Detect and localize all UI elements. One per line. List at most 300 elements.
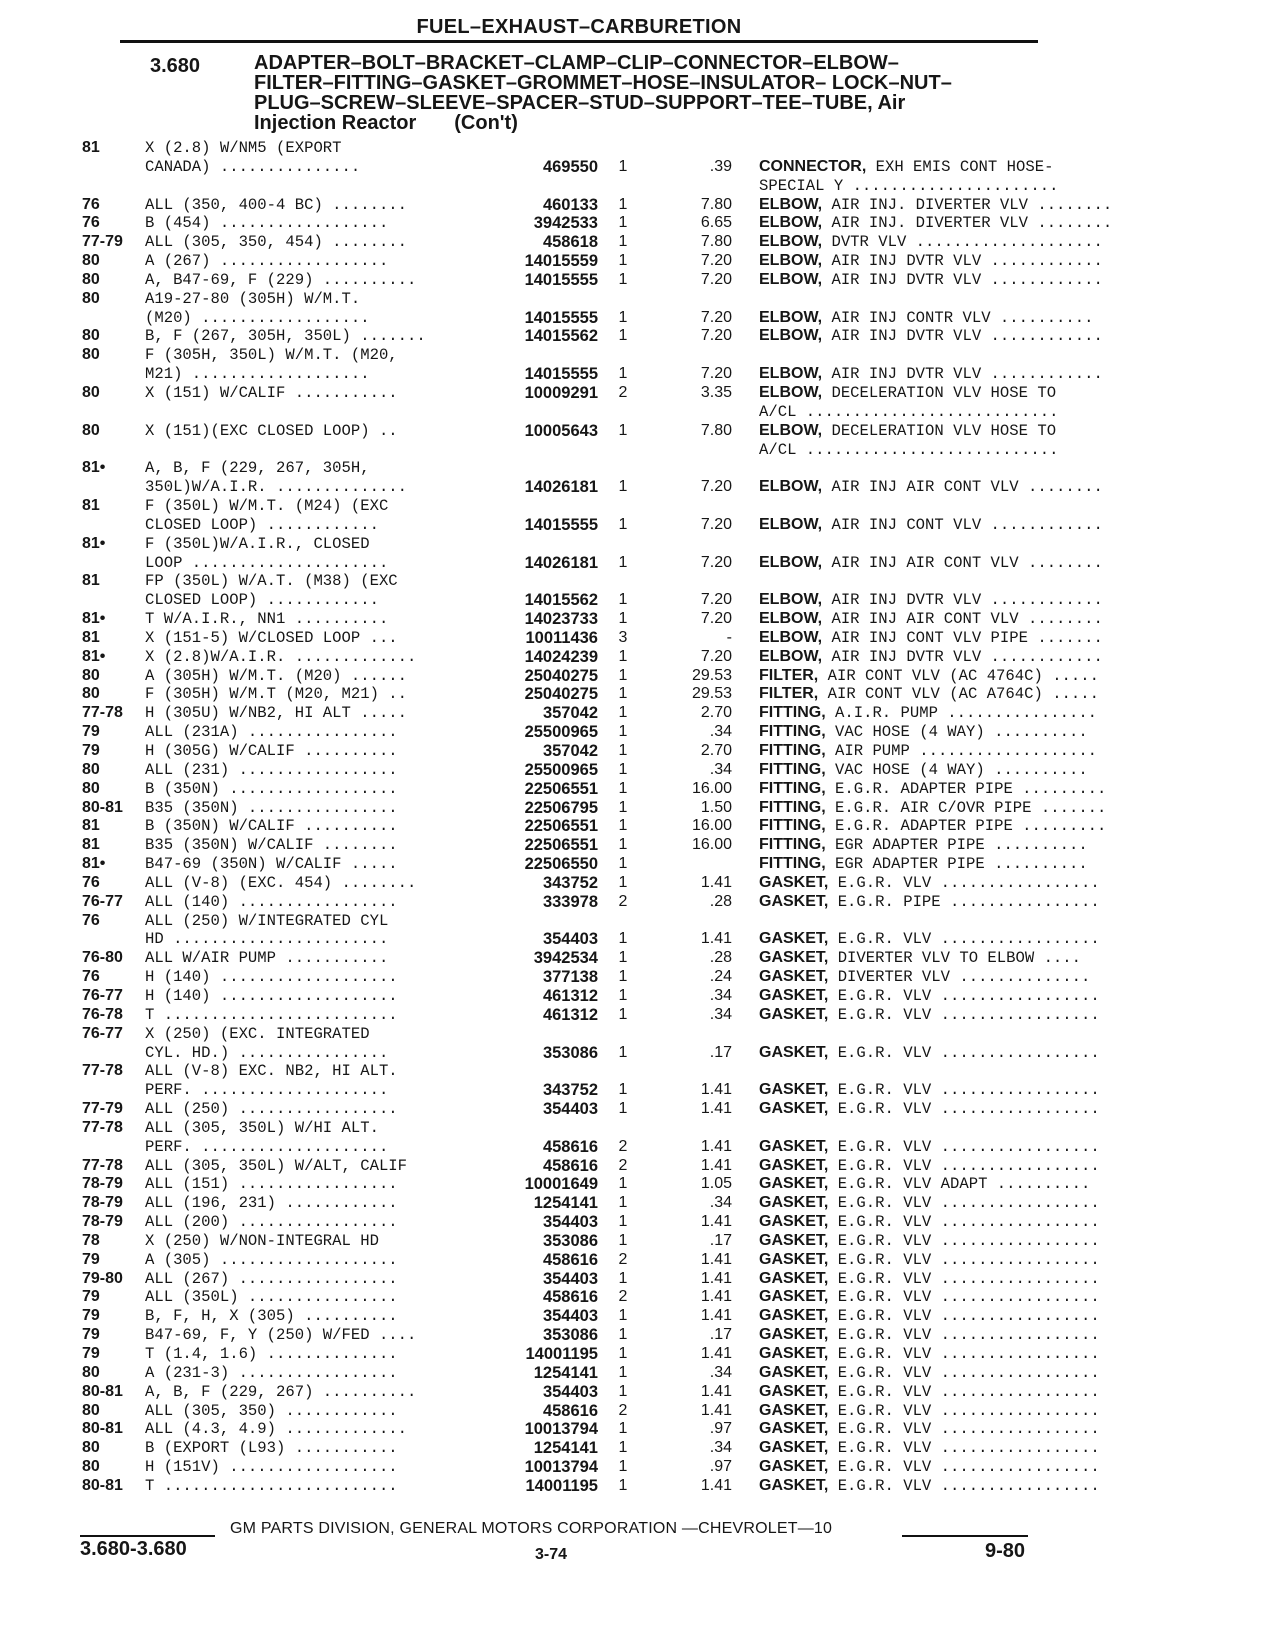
description [759,158,1124,177]
description [759,968,1124,987]
part-detail: EXH EMIS CONT HOSE- [866,157,1054,176]
description [759,1157,1124,1176]
quantity: 1 [618,855,628,873]
table-row [82,478,1103,497]
part-detail: AIR INJ AIR CONT VLV ........ [822,610,1103,629]
application: B, F (267, 305H, 350L) ....... [145,327,426,346]
price: 6.65 [700,214,732,232]
description [759,309,1124,328]
parts-table [82,139,1113,1496]
part-number: 25040275 [524,685,598,704]
application: A (267) .................. [145,252,389,271]
price: 7.20 [700,365,732,383]
part-number: 14015559 [524,252,598,271]
price: 7.80 [700,195,732,213]
part-detail: AIR INJ DVTR VLV ............ [822,327,1103,346]
quantity: 1 [618,949,628,967]
part-name: GASKET, [759,1231,829,1249]
description [759,704,1124,723]
table-row [82,440,1059,460]
part-number: 458616 [542,1288,598,1307]
table-row [82,1025,1042,1044]
table-row [82,459,1042,478]
model-year: 77-78 [82,1118,123,1136]
part-detail: E.G.R. VLV ................. [828,1043,1100,1062]
price: - [726,628,732,646]
application: T W/A.I.R., NN1 .......... [145,610,389,629]
quantity: 1 [618,157,628,175]
application: T ......................... [145,1476,398,1495]
part-detail: E.G.R. VLV ................. [828,1288,1100,1307]
table-row [82,704,1098,723]
quantity: 1 [618,836,628,854]
application: CLOSED LOOP) ............ [145,515,379,534]
model-year: 80 [82,289,100,307]
application: 350L)W/A.I.R. .............. [145,478,408,497]
part-name: GASKET, [759,1005,829,1023]
section-title-line: FILTER–FITTING–GASKET–GROMMET–HOSE–INSULATOR– LOCK–NUT– [254,72,952,94]
table-row [82,968,1091,987]
model-year: 81• [82,647,106,665]
model-year: 80 [82,1458,100,1476]
part-name: GASKET, [759,949,829,967]
price: 1.41 [700,1382,732,1400]
application: A, B, F (229, 267) .......... [145,1382,417,1401]
table-row [82,1326,1100,1345]
part-number: 22506795 [524,798,598,817]
table-row [82,949,1082,968]
model-year: 78-79 [82,1175,123,1193]
model-year: 80-81 [82,1420,123,1438]
footer-section-range: 3.680-3.680 [80,1538,187,1560]
quantity: 1 [618,704,628,722]
application: ALL (305, 350, 454) ........ [145,233,408,252]
part-detail: AIR CONT VLV (AC 4764C) ..... [818,666,1099,685]
table-row [82,1100,1100,1119]
part-number: 354403 [542,1307,598,1326]
part-detail: E.G.R. VLV ................. [828,1250,1100,1269]
part-name: ELBOW, [759,553,823,571]
table-row [82,233,1103,252]
part-number: 1254141 [533,1439,598,1458]
price: 7.20 [700,252,732,270]
table-row [82,666,1099,686]
part-detail: E.G.R. VLV ................. [828,1156,1100,1175]
application: B47-69, F, Y (250) W/FED .... [145,1326,417,1345]
part-name: GASKET, [759,1269,829,1287]
price: 2.70 [700,704,732,722]
price: 1.41 [700,1269,732,1287]
footer-publisher: GM PARTS DIVISION, GENERAL MOTORS CORPORATION —CHEVROLET—10 [230,1520,833,1537]
part-detail: E.G.R. VLV ................. [828,1439,1100,1458]
price: 1.41 [700,1100,732,1118]
part-number: 461312 [542,1005,598,1024]
footer-date: 9-80 [985,1540,1026,1562]
part-detail: AIR INJ DVTR VLV ............ [822,591,1103,610]
part-detail: AIR INJ. DIVERTER VLV ........ [822,214,1113,233]
price: .34 [709,1194,732,1212]
table-row [82,365,1103,384]
part-detail: AIR PUMP ................... [825,742,1098,760]
quantity: 2 [618,892,628,910]
part-detail: DIVERTER VLV .............. [828,968,1091,987]
quantity: 1 [618,930,628,948]
part-detail: DECELERATION VLV HOSE TO [822,421,1057,440]
part-number: 469550 [542,157,598,176]
description [759,817,1124,836]
quantity: 1 [618,1307,628,1325]
part-detail: E.G.R. VLV ................. [828,873,1100,892]
description [759,516,1124,535]
table-row [82,346,1042,365]
part-name: GASKET, [759,873,829,891]
application: H (140) ................... [145,986,398,1005]
price: 16.00 [691,779,732,797]
part-detail: AIR INJ DVTR VLV ............ [822,252,1103,271]
model-year: 79 [82,723,100,741]
part-detail: AIR INJ AIR CONT VLV ........ [822,553,1103,572]
description [759,252,1124,271]
part-detail: E.G.R. VLV ................. [828,1100,1100,1119]
part-number: 3942534 [533,949,598,968]
part-number: 357042 [542,742,598,760]
footer-rule-left [80,1535,215,1537]
section-title-line [254,113,1054,133]
part-detail: E.G.R. AIR C/OVR PIPE ....... [825,798,1107,817]
table-row [82,591,1103,610]
price: .28 [709,892,732,910]
quantity: 1 [618,591,628,609]
model-year: 80 [82,666,100,684]
application: B (454) .................. [145,214,389,233]
part-number: 353086 [542,1326,598,1345]
part-detail: DECELERATION VLV HOSE TO [822,383,1057,402]
part-number: 458618 [542,233,598,252]
description [759,177,1124,196]
table-row [82,421,1057,441]
part-number: 354403 [542,1269,598,1288]
price: .34 [709,760,732,778]
quantity: 1 [618,1326,628,1344]
price: 7.20 [700,478,732,496]
description [759,799,1124,818]
price: .34 [709,723,732,741]
part-name: FITTING, [759,798,826,816]
quantity: 1 [618,233,628,251]
part-detail: AIR CONT VLV (AC A764C) ..... [818,685,1099,704]
quantity: 2 [618,1137,628,1155]
price: .97 [709,1420,732,1438]
part-number: 458616 [542,1401,598,1420]
model-year: 80 [82,760,100,778]
part-number: 333978 [542,892,598,911]
model-year: 76-77 [82,1024,123,1042]
model-year: 81• [82,855,106,873]
application: (M20) .................. [145,308,370,327]
part-number: 22506551 [524,836,598,855]
price: 7.20 [700,553,732,571]
section-number: 3.680 [150,55,201,77]
model-year: 80 [82,270,100,288]
quantity: 1 [618,666,628,684]
model-year: 79 [82,1288,100,1306]
price: 1.41 [700,1345,732,1362]
part-detail: E.G.R. VLV ................. [828,1363,1100,1382]
part-number: 377138 [542,968,598,987]
model-year: 80 [82,346,100,364]
quantity: 1 [618,1231,628,1249]
part-number: 458616 [542,1137,598,1156]
model-year: 80 [82,1439,100,1457]
quantity: 1 [618,873,628,891]
application: F (305H, 350L) W/M.T. (M20, [145,346,398,365]
part-detail: DVTR VLV .................... [822,233,1103,252]
description [759,987,1124,1006]
part-detail: AIR INJ. DIVERTER VLV ........ [822,195,1113,214]
part-detail: E.G.R. ADAPTER PIPE ......... [825,779,1107,798]
price: 16.00 [691,836,732,854]
part-detail: E.G.R. VLV ................. [828,1401,1100,1420]
price: 7.20 [700,308,732,326]
model-year: 81• [82,610,106,628]
model-year: 79 [82,742,100,759]
model-year: 76-78 [82,1005,123,1023]
part-name: GASKET, [759,1213,829,1231]
part-name: FITTING, [759,742,826,759]
table-row [82,1382,1100,1402]
part-detail: E.G.R. ADAPTER PIPE ......... [825,817,1107,836]
part-number: 14001195 [525,1476,598,1495]
model-year: 77-79 [82,233,123,251]
part-detail: E.G.R. VLV ................. [828,986,1100,1005]
description [759,1345,1124,1364]
table-row [82,515,1103,535]
part-number: 458616 [542,1156,598,1175]
description [759,1439,1124,1458]
price: .17 [709,1043,732,1061]
part-detail: VAC HOSE (4 WAY) .......... [825,723,1088,742]
table-row [82,1476,1100,1496]
model-year: 78-79 [82,1194,123,1212]
model-year: 80 [82,1401,100,1419]
part-name: FILTER, [759,685,819,703]
application: CLOSED LOOP) ............ [145,591,379,610]
model-year: 81 [82,139,100,156]
part-detail: DIVERTER VLV TO ELBOW .... [828,949,1082,968]
application: B (350N) .................. [145,779,398,798]
part-name: ELBOW, [759,308,823,326]
description [759,949,1124,968]
application: X (2.8)W/A.I.R. ............. [145,647,417,666]
part-number: 354403 [542,930,598,949]
part-detail: AIR INJ CONT VLV ............ [822,515,1103,534]
part-number: 14024239 [524,647,598,666]
table-row [82,1439,1100,1458]
table-row [82,1288,1100,1307]
table-row [82,157,1054,177]
application: F (350L)W/A.I.R., CLOSED [145,534,370,553]
quantity: 1 [618,647,628,665]
model-year: 76 [82,911,100,929]
model-year: 76-77 [82,892,123,910]
description [759,855,1124,874]
table-row [82,383,1057,403]
part-name: ELBOW, [759,421,823,439]
part-name: GASKET, [759,1100,829,1118]
part-detail: AIR INJ DVTR VLV ............ [822,270,1103,289]
model-year: 81• [82,534,106,552]
model-year: 80 [82,327,100,345]
table-row [82,553,1103,573]
part-number: 458616 [542,1250,598,1269]
model-year: 80 [82,1363,100,1381]
application: B35 (350N) W/CALIF ........ [145,836,398,855]
quantity: 1 [618,195,628,213]
model-year: 81 [82,628,100,646]
part-name: ELBOW, [759,628,823,646]
application: H (305U) W/NB2, HI ALT ..... [145,704,408,723]
price: 16.00 [691,817,732,835]
model-year: 79 [82,1250,100,1268]
description [759,610,1124,629]
quantity: 1 [618,1382,628,1400]
part-number: 10011436 [525,628,598,647]
quantity: 1 [618,365,628,383]
application: CYL. HD.) ................ [145,1043,389,1062]
part-name: GASKET, [759,986,829,1004]
table-row [82,1175,1091,1194]
model-year: 76 [82,873,100,891]
part-number: 14015555 [524,270,598,289]
application: ALL (305, 350L) W/ALT, CALIF [145,1156,408,1175]
table-row [82,912,1042,931]
application: A19-27-80 (305H) W/M.T. [145,289,361,308]
part-name: GASKET, [759,1156,829,1174]
table-row [82,1005,1100,1025]
quantity: 1 [618,308,628,326]
price: 29.53 [691,685,732,703]
quantity: 1 [618,421,628,439]
table-row [82,252,1103,271]
price: 7.20 [700,515,732,533]
table-row [82,610,1103,629]
part-name: GASKET, [759,1420,829,1438]
part-name: FITTING, [759,779,826,797]
part-name: GASKET, [759,968,829,986]
part-number: 22506551 [524,817,598,836]
application: ALL (4.3, 4.9) ............. [145,1420,408,1439]
table-row [82,1401,1100,1421]
application: T ......................... [145,1005,398,1024]
description [759,1138,1124,1157]
part-number: 10013794 [524,1458,598,1477]
part-name: GASKET, [759,1382,829,1400]
part-name: GASKET, [759,930,829,948]
table-row [82,1363,1100,1383]
application: A (231-3) ................. [145,1363,398,1382]
part-number: 343752 [542,1081,598,1100]
quantity: 1 [618,685,628,703]
part-detail: A/CL ........................... [759,440,1059,459]
price: 1.05 [700,1175,732,1193]
price: 7.20 [700,647,732,665]
description [759,1477,1124,1496]
part-name: GASKET, [759,1175,829,1193]
part-name: FITTING, [759,817,826,835]
price: 1.41 [700,1156,732,1174]
model-year: 80 [82,685,100,703]
model-year: 79 [82,1345,100,1362]
description [759,1232,1124,1251]
quantity: 1 [618,270,628,288]
description [759,742,1124,761]
part-number: 354403 [542,1213,598,1232]
part-detail: E.G.R. VLV ................. [828,1476,1100,1495]
table-row [82,723,1088,742]
price: .17 [709,1326,732,1344]
part-name: ELBOW, [759,383,823,401]
application: LOOP ..................... [145,553,389,572]
part-name: ELBOW, [759,252,823,270]
part-number: 14015562 [524,591,598,610]
description [759,1213,1124,1232]
model-year: 77-78 [82,1156,123,1174]
part-detail: E.G.R. VLV ................. [828,1194,1100,1213]
model-year: 81• [82,459,106,477]
part-name: GASKET, [759,1288,829,1306]
part-number: 14015555 [524,308,598,327]
description [759,685,1124,704]
part-number: 460133 [542,195,598,214]
part-detail: AIR INJ AIR CONT VLV ........ [822,478,1103,497]
part-name: FITTING, [759,704,826,722]
model-year: 76-80 [82,949,123,967]
part-name: GASKET, [759,1458,829,1476]
model-year: 80 [82,779,100,797]
description [759,1288,1124,1307]
model-year: 76 [82,968,100,986]
quantity: 1 [618,1420,628,1438]
model-year: 80-81 [82,1476,123,1494]
description [759,271,1124,290]
description [759,667,1124,686]
part-name: ELBOW, [759,610,823,628]
quantity: 1 [618,1476,628,1494]
table-row [82,817,1107,836]
model-year: 79-80 [82,1269,123,1287]
model-year: 80 [82,421,100,439]
price: 29.53 [691,666,732,684]
application: ALL (267) ................. [145,1269,398,1288]
part-detail: E.G.R. VLV ADAPT .......... [828,1175,1091,1194]
table-row [82,176,1059,196]
part-number: 14001195 [525,1345,598,1363]
description [759,403,1124,422]
part-detail: E.G.R. PIPE ................ [828,892,1100,911]
price: .39 [709,157,732,175]
part-detail: AIR INJ DVTR VLV ............ [822,647,1103,666]
table-row [82,1269,1100,1289]
model-year: 80 [82,383,100,401]
part-name: GASKET, [759,1326,829,1344]
section-title-last: Injection Reactor [254,112,417,134]
part-name: GASKET, [759,1476,829,1494]
part-name: ELBOW, [759,270,823,288]
price: 7.20 [700,591,732,609]
description [759,723,1124,742]
part-name: ELBOW, [759,647,823,665]
application: CANADA) ............... [145,157,361,176]
